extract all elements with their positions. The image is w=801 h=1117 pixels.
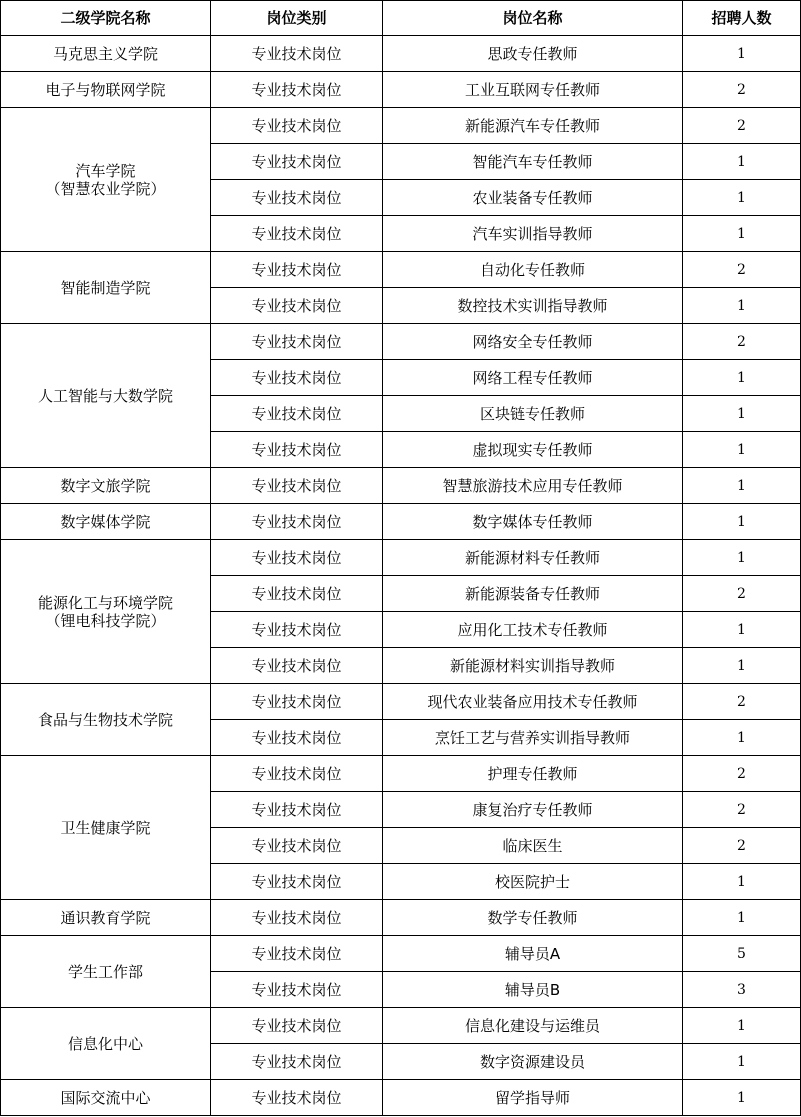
table-header bbox=[1, 1, 801, 36]
header-position: 岗位名称 bbox=[383, 1, 683, 36]
college-name-line: 马克思主义学院 bbox=[52, 44, 158, 63]
count-cell: 2 bbox=[683, 828, 801, 864]
category-cell: 专业技术岗位 bbox=[211, 180, 383, 216]
category-cell: 专业技术岗位 bbox=[211, 72, 383, 108]
college-name-cell bbox=[1, 756, 211, 900]
category-cell: 专业技术岗位 bbox=[211, 504, 383, 540]
table-row bbox=[1, 684, 801, 720]
position-cell: 新能源材料专任教师 bbox=[383, 540, 683, 576]
position-cell: 智能汽车专任教师 bbox=[383, 144, 683, 180]
category-cell: 专业技术岗位 bbox=[211, 360, 383, 396]
count-cell: 1 bbox=[683, 36, 801, 72]
count-cell: 1 bbox=[683, 1044, 801, 1080]
count-cell: 1 bbox=[683, 144, 801, 180]
position-cell: 数控技术实训指导教师 bbox=[383, 288, 683, 324]
college-name-line: 食品与生物技术学院 bbox=[37, 710, 173, 729]
category-cell: 专业技术岗位 bbox=[211, 324, 383, 360]
category-cell: 专业技术岗位 bbox=[211, 900, 383, 936]
college-name-line: 汽车学院 bbox=[75, 161, 136, 180]
college-name-line: 智能制造学院 bbox=[60, 278, 151, 297]
category-cell: 专业技术岗位 bbox=[211, 576, 383, 612]
category-cell: 专业技术岗位 bbox=[211, 216, 383, 252]
table-row bbox=[1, 936, 801, 972]
table-row bbox=[1, 900, 801, 936]
category-cell: 专业技术岗位 bbox=[211, 1044, 383, 1080]
count-cell: 2 bbox=[683, 576, 801, 612]
table-row bbox=[1, 252, 801, 288]
category-cell: 专业技术岗位 bbox=[211, 972, 383, 1008]
count-cell: 1 bbox=[683, 1080, 801, 1116]
count-cell: 1 bbox=[683, 360, 801, 396]
college-name-line: 学生工作部 bbox=[67, 962, 143, 981]
position-cell: 烹饪工艺与营养实训指导教师 bbox=[383, 720, 683, 756]
count-cell: 5 bbox=[683, 936, 801, 972]
college-name-line: 数字文旅学院 bbox=[60, 476, 151, 495]
table-row bbox=[1, 36, 801, 72]
count-cell: 1 bbox=[683, 900, 801, 936]
position-cell: 网络工程专任教师 bbox=[383, 360, 683, 396]
college-name-line: 通识教育学院 bbox=[60, 908, 151, 927]
table-row bbox=[1, 540, 801, 576]
table-row bbox=[1, 108, 801, 144]
position-cell: 新能源装备专任教师 bbox=[383, 576, 683, 612]
college-name-cell bbox=[1, 36, 211, 72]
count-cell: 2 bbox=[683, 324, 801, 360]
count-cell: 1 bbox=[683, 432, 801, 468]
position-cell: 现代农业装备应用技术专任教师 bbox=[383, 684, 683, 720]
position-cell: 区块链专任教师 bbox=[383, 396, 683, 432]
category-cell: 专业技术岗位 bbox=[211, 108, 383, 144]
college-name-line: 数字媒体学院 bbox=[60, 512, 151, 531]
table-row bbox=[1, 1080, 801, 1116]
table-row bbox=[1, 72, 801, 108]
college-name-line: 电子与物联网学院 bbox=[45, 80, 166, 99]
category-cell: 专业技术岗位 bbox=[211, 252, 383, 288]
category-cell: 专业技术岗位 bbox=[211, 144, 383, 180]
position-cell: 自动化专任教师 bbox=[383, 252, 683, 288]
position-cell: 信息化建设与运维员 bbox=[383, 1008, 683, 1044]
position-cell: 辅导员B bbox=[383, 972, 683, 1008]
count-cell: 2 bbox=[683, 684, 801, 720]
category-cell: 专业技术岗位 bbox=[211, 648, 383, 684]
college-name-cell bbox=[1, 72, 211, 108]
college-name-line: （锂电科技学院） bbox=[45, 611, 166, 630]
table-row bbox=[1, 504, 801, 540]
category-cell: 专业技术岗位 bbox=[211, 684, 383, 720]
position-cell: 工业互联网专任教师 bbox=[383, 72, 683, 108]
position-cell: 新能源汽车专任教师 bbox=[383, 108, 683, 144]
category-cell: 专业技术岗位 bbox=[211, 756, 383, 792]
position-cell: 数学专任教师 bbox=[383, 900, 683, 936]
college-name-cell bbox=[1, 252, 211, 324]
college-name-line: 人工智能与大数学院 bbox=[37, 386, 173, 405]
count-cell: 1 bbox=[683, 288, 801, 324]
position-cell: 校医院护士 bbox=[383, 864, 683, 900]
count-cell: 1 bbox=[683, 468, 801, 504]
category-cell: 专业技术岗位 bbox=[211, 936, 383, 972]
count-cell: 2 bbox=[683, 108, 801, 144]
category-cell: 专业技术岗位 bbox=[211, 720, 383, 756]
category-cell: 专业技术岗位 bbox=[211, 468, 383, 504]
position-cell: 辅导员A bbox=[383, 936, 683, 972]
college-name-cell bbox=[1, 540, 211, 684]
header-college: 二级学院名称 bbox=[1, 1, 211, 36]
college-name-line: 能源化工与环境学院 bbox=[37, 593, 173, 612]
count-cell: 1 bbox=[683, 540, 801, 576]
category-cell: 专业技术岗位 bbox=[211, 540, 383, 576]
category-cell: 专业技术岗位 bbox=[211, 792, 383, 828]
count-cell: 2 bbox=[683, 792, 801, 828]
college-name-cell bbox=[1, 1080, 211, 1116]
count-cell: 2 bbox=[683, 252, 801, 288]
category-cell: 专业技术岗位 bbox=[211, 612, 383, 648]
college-name-cell bbox=[1, 324, 211, 468]
position-cell: 智慧旅游技术应用专任教师 bbox=[383, 468, 683, 504]
count-cell: 1 bbox=[683, 396, 801, 432]
category-cell: 专业技术岗位 bbox=[211, 432, 383, 468]
count-cell: 1 bbox=[683, 864, 801, 900]
count-cell: 2 bbox=[683, 72, 801, 108]
position-cell: 思政专任教师 bbox=[383, 36, 683, 72]
position-cell: 新能源材料实训指导教师 bbox=[383, 648, 683, 684]
position-cell: 数字资源建设员 bbox=[383, 1044, 683, 1080]
table-row bbox=[1, 324, 801, 360]
college-name-cell bbox=[1, 900, 211, 936]
position-cell: 数字媒体专任教师 bbox=[383, 504, 683, 540]
count-cell: 1 bbox=[683, 216, 801, 252]
college-name-line: 信息化中心 bbox=[67, 1034, 143, 1053]
category-cell: 专业技术岗位 bbox=[211, 36, 383, 72]
table-row bbox=[1, 756, 801, 792]
header-count: 招聘人数 bbox=[683, 1, 801, 36]
count-cell: 3 bbox=[683, 972, 801, 1008]
count-cell: 1 bbox=[683, 648, 801, 684]
category-cell: 专业技术岗位 bbox=[211, 828, 383, 864]
position-cell: 应用化工技术专任教师 bbox=[383, 612, 683, 648]
college-name-line: （智慧农业学院） bbox=[45, 179, 166, 198]
position-cell: 农业装备专任教师 bbox=[383, 180, 683, 216]
table-body bbox=[1, 36, 801, 1116]
count-cell: 1 bbox=[683, 1008, 801, 1044]
header-row bbox=[1, 1, 801, 36]
college-name-line: 国际交流中心 bbox=[60, 1088, 151, 1107]
header-category: 岗位类别 bbox=[211, 1, 383, 36]
position-cell: 汽车实训指导教师 bbox=[383, 216, 683, 252]
category-cell: 专业技术岗位 bbox=[211, 288, 383, 324]
position-cell: 虚拟现实专任教师 bbox=[383, 432, 683, 468]
position-cell: 康复治疗专任教师 bbox=[383, 792, 683, 828]
table-row bbox=[1, 468, 801, 504]
count-cell: 2 bbox=[683, 756, 801, 792]
table-row bbox=[1, 1008, 801, 1044]
count-cell: 1 bbox=[683, 180, 801, 216]
college-name-cell bbox=[1, 936, 211, 1008]
category-cell: 专业技术岗位 bbox=[211, 864, 383, 900]
college-name-cell bbox=[1, 468, 211, 504]
college-name-line: 卫生健康学院 bbox=[60, 818, 151, 837]
position-cell: 护理专任教师 bbox=[383, 756, 683, 792]
category-cell: 专业技术岗位 bbox=[211, 1008, 383, 1044]
position-cell: 网络安全专任教师 bbox=[383, 324, 683, 360]
count-cell: 1 bbox=[683, 504, 801, 540]
college-name-cell bbox=[1, 684, 211, 756]
college-name-cell bbox=[1, 108, 211, 252]
college-name-cell bbox=[1, 504, 211, 540]
category-cell: 专业技术岗位 bbox=[211, 1080, 383, 1116]
college-name-cell bbox=[1, 1008, 211, 1080]
count-cell: 1 bbox=[683, 720, 801, 756]
position-cell: 留学指导师 bbox=[383, 1080, 683, 1116]
category-cell: 专业技术岗位 bbox=[211, 396, 383, 432]
position-cell: 临床医生 bbox=[383, 828, 683, 864]
count-cell: 1 bbox=[683, 612, 801, 648]
